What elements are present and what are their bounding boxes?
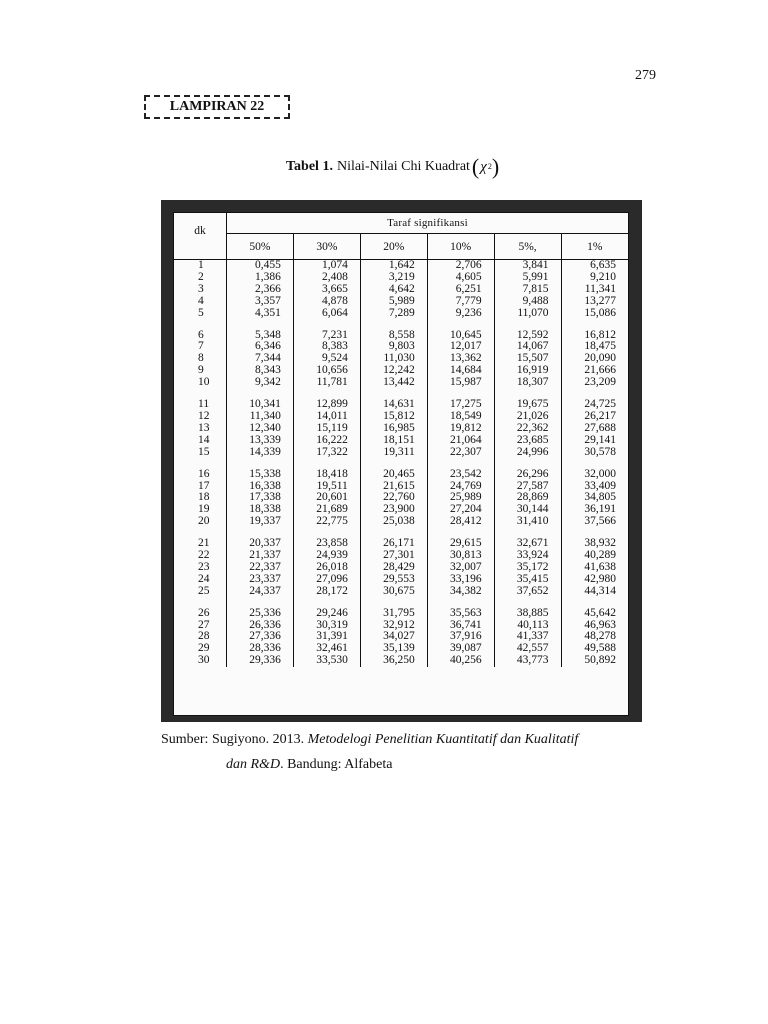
value-cell: 24,996 [494, 447, 561, 459]
value-cell: 19,511 [293, 481, 360, 493]
value-cell: 18,475 [584, 340, 616, 353]
significance-header: Taraf signifikansi [227, 213, 629, 234]
source-line-1 [161, 727, 578, 752]
value-cell: 15,119 [293, 423, 360, 435]
value-cell: 14,631 [360, 389, 427, 411]
value-cell: 34,805 [584, 491, 616, 504]
chi-square-symbol [472, 156, 499, 178]
table-row [174, 296, 628, 308]
value-cell: 37,566 [584, 515, 616, 528]
value-cell: 4,642 [360, 284, 427, 296]
value-cell: 23,337 [227, 574, 294, 586]
value-cell: 24,939 [293, 550, 360, 562]
source-line-2 [161, 752, 578, 777]
value-cell: 21,337 [227, 550, 294, 562]
source-title-1: Metodelogi Penelitian Kuantitatif dan Kualitatif [307, 732, 579, 747]
value-cell: 14,067 [494, 341, 561, 353]
table-row [174, 655, 628, 667]
value-cell: 32,007 [427, 562, 494, 574]
value-cell: 26,171 [360, 528, 427, 550]
value-cell: 15,987 [427, 377, 494, 389]
value-cell: 41,638 [584, 560, 616, 573]
value-cell: 22,760 [360, 492, 427, 504]
value-cell: 11,340 [227, 411, 294, 423]
table-title-number: Tabel 1. [286, 159, 333, 174]
appendix-label: LAMPIRAN 22 [169, 99, 265, 114]
value-cell: 10,656 [293, 365, 360, 377]
value-cell: 5,991 [494, 272, 561, 284]
value-cell: 14,011 [293, 411, 360, 423]
value-cell: 32,671 [494, 528, 561, 550]
value-cell: 29,615 [427, 528, 494, 550]
value-cell: 8,558 [360, 320, 427, 342]
value-cell: 19,675 [494, 389, 561, 411]
value-cell: 26,018 [293, 562, 360, 574]
value-cell: 1,074 [293, 260, 360, 272]
value-cell: 27,204 [427, 504, 494, 516]
value-cell: 13,442 [360, 377, 427, 389]
value-cell: 22,337 [227, 562, 294, 574]
value-cell: 38,885 [494, 598, 561, 620]
percent-header: 30% [293, 234, 360, 260]
table-row [174, 447, 628, 459]
dk-cell: 14 [174, 435, 227, 447]
value-cell: 16,919 [494, 365, 561, 377]
value-cell: 3,665 [293, 284, 360, 296]
table-row [174, 586, 628, 598]
value-cell: 25,038 [360, 516, 427, 528]
value-cell: 26,217 [584, 409, 616, 422]
value-cell: 43,773 [494, 655, 561, 667]
value-cell: 26,296 [494, 459, 561, 481]
value-cell: 6,064 [293, 308, 360, 320]
table-row [174, 574, 628, 586]
value-cell: 3,219 [360, 272, 427, 284]
value-cell: 27,096 [293, 574, 360, 586]
value-cell: 27,587 [494, 481, 561, 493]
value-cell: 23,858 [293, 528, 360, 550]
value-cell: 7,231 [293, 320, 360, 342]
chi-exponent: 2 [487, 162, 492, 171]
table-row [174, 284, 628, 296]
value-cell: 6,346 [227, 341, 294, 353]
value-cell: 2,706 [427, 260, 494, 272]
value-cell: 22,307 [427, 447, 494, 459]
value-cell: 30,813 [427, 550, 494, 562]
table-body [174, 260, 628, 668]
value-cell: 12,242 [360, 365, 427, 377]
dk-cell: 25 [174, 586, 227, 598]
value-cell: 12,017 [427, 341, 494, 353]
value-cell: 17,322 [293, 447, 360, 459]
value-cell: 15,812 [360, 411, 427, 423]
value-cell: 24,769 [427, 481, 494, 493]
value-cell: 39,087 [427, 643, 494, 655]
value-cell: 26,336 [227, 620, 294, 632]
value-cell: 29,246 [293, 598, 360, 620]
value-cell: 11,341 [584, 282, 616, 295]
value-cell: 3,841 [494, 260, 561, 272]
value-cell: 40,289 [584, 549, 616, 562]
value-cell: 30,578 [584, 445, 616, 458]
value-cell: 12,592 [494, 320, 561, 342]
value-cell: 40,256 [427, 655, 494, 667]
value-cell: 4,605 [427, 272, 494, 284]
value-cell: 35,172 [494, 562, 561, 574]
dk-header: dk [174, 213, 227, 260]
value-cell: 7,779 [427, 296, 494, 308]
value-cell: 25,336 [227, 598, 294, 620]
value-cell: 3,357 [227, 296, 294, 308]
value-cell: 13,362 [427, 353, 494, 365]
value-cell: 7,289 [360, 308, 427, 320]
value-cell: 23,209 [584, 376, 616, 389]
value-cell: 37,652 [494, 586, 561, 598]
value-cell: 23,900 [360, 504, 427, 516]
value-cell: 24,725 [584, 398, 616, 411]
dk-cell: 2 [174, 272, 227, 284]
value-cell: 41,337 [494, 631, 561, 643]
appendix-label-box [144, 95, 290, 119]
percent-header: 1% [561, 234, 628, 260]
value-cell: 23,685 [494, 435, 561, 447]
table-row [174, 377, 628, 389]
value-cell: 4,878 [293, 296, 360, 308]
value-cell: 31,391 [293, 631, 360, 643]
value-cell: 11,030 [360, 353, 427, 365]
source-title-2: dan R&D [226, 757, 281, 772]
dk-cell: 9 [174, 365, 227, 377]
value-cell: 17,275 [427, 389, 494, 411]
value-cell: 31,795 [360, 598, 427, 620]
value-cell: 28,172 [293, 586, 360, 598]
value-cell: 22,362 [494, 423, 561, 435]
value-cell: 35,415 [494, 574, 561, 586]
value-cell: 36,741 [427, 620, 494, 632]
value-cell: 16,338 [227, 481, 294, 493]
table-row [174, 516, 628, 528]
value-cell: 18,151 [360, 435, 427, 447]
dk-cell: 30 [174, 655, 227, 667]
value-cell: 16,985 [360, 423, 427, 435]
dk-cell: 20 [174, 516, 227, 528]
table-title-text: Nilai-Nilai Chi Kuadrat [336, 159, 470, 174]
value-cell: 12,899 [293, 389, 360, 411]
value-cell: 6,251 [427, 284, 494, 296]
paren-close: ) [491, 154, 500, 179]
value-cell: 33,924 [494, 550, 561, 562]
value-cell: 23,542 [427, 459, 494, 481]
table-row [174, 389, 628, 411]
value-cell: 22,775 [293, 516, 360, 528]
dk-cell: 28 [174, 631, 227, 643]
value-cell: 15,086 [584, 306, 616, 319]
paren-open: ( [471, 154, 480, 179]
value-cell: 29,336 [227, 655, 294, 667]
value-cell: 18,338 [227, 504, 294, 516]
dk-cell: 8 [174, 353, 227, 365]
value-cell: 9,524 [293, 353, 360, 365]
value-cell: 9,210 [590, 270, 616, 283]
dk-cell: 3 [174, 284, 227, 296]
dk-cell: 6 [174, 320, 227, 342]
dk-cell: 17 [174, 481, 227, 493]
percent-header: 20% [360, 234, 427, 260]
dk-cell: 26 [174, 598, 227, 620]
dk-cell: 13 [174, 423, 227, 435]
value-cell: 16,222 [293, 435, 360, 447]
value-cell: 18,418 [293, 459, 360, 481]
chi-square-table [174, 213, 628, 667]
chi-square-table-container [173, 212, 629, 716]
table-row [174, 598, 628, 620]
value-cell: 36,250 [360, 655, 427, 667]
value-cell: 34,027 [360, 631, 427, 643]
value-cell: 18,307 [494, 377, 561, 389]
dk-cell: 23 [174, 562, 227, 574]
value-cell: 21,064 [427, 435, 494, 447]
value-cell: 34,382 [427, 586, 494, 598]
dk-cell: 4 [174, 296, 227, 308]
value-cell: 42,980 [584, 572, 616, 585]
value-cell: 5,989 [360, 296, 427, 308]
source-citation [161, 727, 578, 777]
value-cell: 1,642 [360, 260, 427, 272]
value-cell: 21,026 [494, 411, 561, 423]
value-cell: 1,386 [227, 272, 294, 284]
source-prefix: Sumber: Sugiyono. 2013. [161, 732, 308, 747]
value-cell: 19,337 [227, 516, 294, 528]
value-cell: 28,412 [427, 516, 494, 528]
dk-cell: 1 [174, 260, 227, 272]
dk-cell: 24 [174, 574, 227, 586]
table-row [174, 435, 628, 447]
value-cell: 31,410 [494, 516, 561, 528]
value-cell: 11,070 [494, 308, 561, 320]
dk-cell: 27 [174, 620, 227, 632]
value-cell: 16,812 [584, 328, 616, 341]
chi-letter: χ [480, 158, 487, 175]
percent-header: 10% [427, 234, 494, 260]
value-cell: 20,465 [360, 459, 427, 481]
page-number: 279 [635, 68, 656, 83]
value-cell: 19,812 [427, 423, 494, 435]
value-cell: 17,338 [227, 492, 294, 504]
value-cell: 45,642 [584, 606, 616, 619]
value-cell: 33,409 [584, 479, 616, 492]
value-cell: 50,892 [584, 654, 616, 667]
table-row [174, 459, 628, 481]
value-cell: 21,666 [584, 364, 616, 377]
value-cell: 28,869 [494, 492, 561, 504]
value-cell: 9,236 [427, 308, 494, 320]
value-cell: 21,615 [360, 481, 427, 493]
value-cell: 8,343 [227, 365, 294, 377]
dk-cell: 7 [174, 341, 227, 353]
dk-cell: 12 [174, 411, 227, 423]
value-cell: 27,336 [227, 631, 294, 643]
value-cell: 13,339 [227, 435, 294, 447]
value-cell: 19,311 [360, 447, 427, 459]
dk-cell: 18 [174, 492, 227, 504]
value-cell: 9,488 [494, 296, 561, 308]
value-cell: 10,341 [227, 389, 294, 411]
value-cell: 5,348 [227, 320, 294, 342]
value-cell: 10,645 [427, 320, 494, 342]
value-cell: 29,141 [584, 433, 616, 446]
value-cell: 0,455 [227, 260, 294, 272]
value-cell: 40,113 [494, 620, 561, 632]
value-cell: 12,340 [227, 423, 294, 435]
value-cell: 20,090 [584, 352, 616, 365]
dk-cell: 22 [174, 550, 227, 562]
value-cell: 28,336 [227, 643, 294, 655]
value-cell: 37,916 [427, 631, 494, 643]
dk-cell: 15 [174, 447, 227, 459]
value-cell: 35,139 [360, 643, 427, 655]
value-cell: 38,932 [584, 537, 616, 550]
value-cell: 30,319 [293, 620, 360, 632]
value-cell: 21,689 [293, 504, 360, 516]
value-cell: 30,675 [360, 586, 427, 598]
value-cell: 32,000 [584, 467, 616, 480]
value-cell: 44,314 [584, 584, 616, 597]
table-row [174, 528, 628, 550]
percent-header: 5%, [494, 234, 561, 260]
value-cell: 4,351 [227, 308, 294, 320]
value-cell: 33,196 [427, 574, 494, 586]
dk-cell: 29 [174, 643, 227, 655]
value-cell: 25,989 [427, 492, 494, 504]
value-cell: 46,963 [584, 618, 616, 631]
value-cell: 32,912 [360, 620, 427, 632]
table-row [174, 308, 628, 320]
value-cell: 48,278 [584, 630, 616, 643]
value-cell: 24,337 [227, 586, 294, 598]
dk-cell: 5 [174, 308, 227, 320]
dk-cell: 16 [174, 459, 227, 481]
percent-header: 50% [227, 234, 294, 260]
value-cell: 27,688 [584, 421, 616, 434]
value-cell: 30,144 [494, 504, 561, 516]
value-cell: 13,277 [584, 294, 616, 307]
value-cell: 49,588 [584, 642, 616, 655]
value-cell: 36,191 [584, 503, 616, 516]
value-cell: 42,557 [494, 643, 561, 655]
value-cell: 27,301 [360, 550, 427, 562]
dk-cell: 19 [174, 504, 227, 516]
percent-header-row [174, 234, 628, 260]
value-cell: 14,339 [227, 447, 294, 459]
value-cell: 2,408 [293, 272, 360, 284]
value-cell: 14,684 [427, 365, 494, 377]
source-suffix: . Bandung: Alfabeta [280, 757, 393, 772]
value-cell: 33,530 [293, 655, 360, 667]
dk-cell: 11 [174, 389, 227, 411]
value-cell: 9,342 [227, 377, 294, 389]
table-row [174, 320, 628, 342]
value-cell: 32,461 [293, 643, 360, 655]
value-cell: 15,507 [494, 353, 561, 365]
value-cell: 8,383 [293, 341, 360, 353]
value-cell: 35,563 [427, 598, 494, 620]
value-cell: 2,366 [227, 284, 294, 296]
dk-cell: 21 [174, 528, 227, 550]
dk-cell: 10 [174, 377, 227, 389]
chi-square-table-frame [161, 200, 642, 722]
value-cell: 7,815 [494, 284, 561, 296]
value-cell: 15,338 [227, 459, 294, 481]
value-cell: 28,429 [360, 562, 427, 574]
value-cell: 11,781 [293, 377, 360, 389]
table-title [286, 156, 499, 178]
table-row [174, 423, 628, 435]
value-cell: 29,553 [360, 574, 427, 586]
value-cell: 7,344 [227, 353, 294, 365]
value-cell: 18,549 [427, 411, 494, 423]
value-cell: 6,635 [590, 259, 616, 271]
value-cell: 20,601 [293, 492, 360, 504]
value-cell: 9,803 [360, 341, 427, 353]
value-cell: 20,337 [227, 528, 294, 550]
